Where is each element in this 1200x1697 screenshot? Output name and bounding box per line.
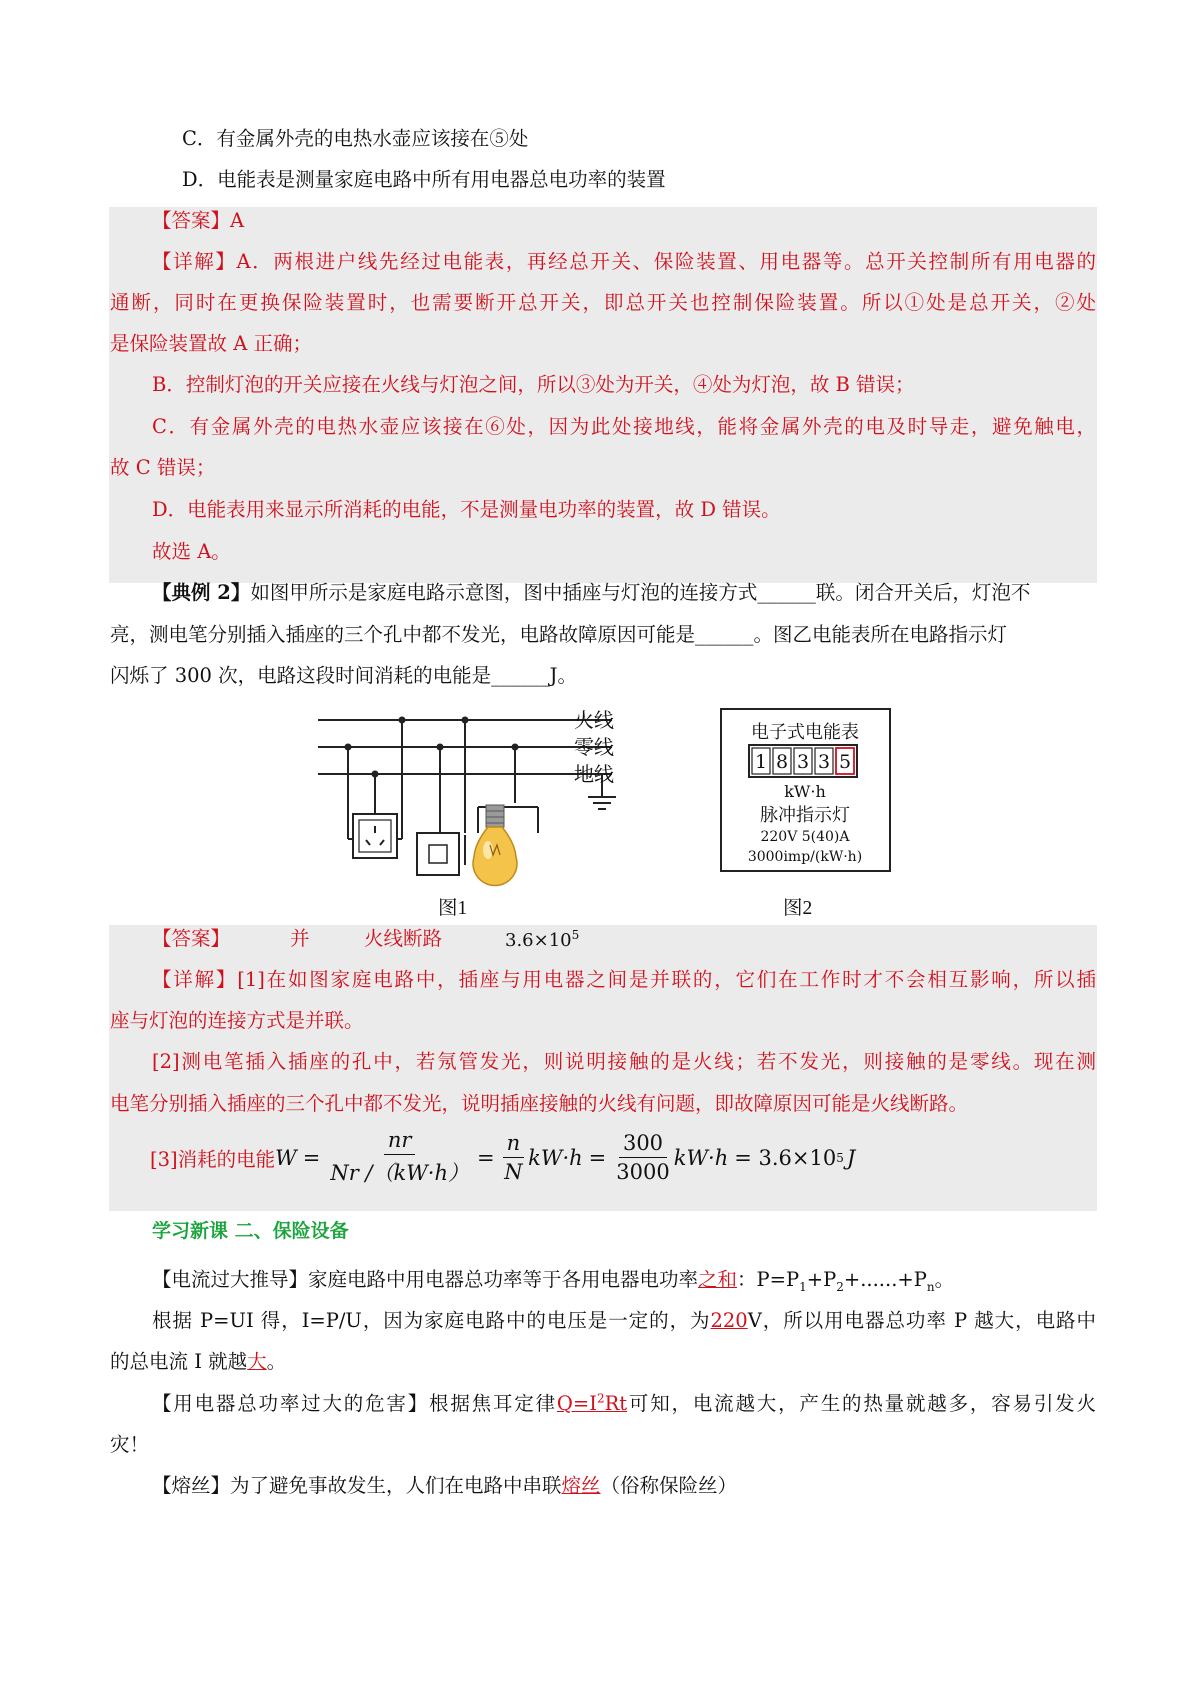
meter-digit: 5 bbox=[838, 751, 852, 773]
meter-pulse-label: 脉冲指示灯 bbox=[760, 805, 850, 826]
detail-line: 电笔分别插入插座的三个孔中都不发光，说明插座接触的火线有问题，即故障原因可能是火线断路。 bbox=[110, 1092, 969, 1115]
socket-icon bbox=[353, 814, 397, 858]
answer-blank: ______ bbox=[491, 664, 550, 687]
section-paragraph: 【电流过大推导】家庭电路中用电器总功率等于各用电器电功率之和：$P=P_1+P_2+......+P_n$。 bbox=[152, 1268, 955, 1294]
detail-line: 座与灯泡的连接方式是并联。 bbox=[110, 1009, 364, 1032]
option-d: D．电能表是测量家庭电路中所有用电器总电功率的装置 bbox=[182, 168, 666, 191]
detail-line: C．有金属外壳的电热水壶应该接在⑥处，因为此处接地线，能将金属外壳的电及时导走，避免触电， bbox=[152, 415, 1096, 438]
figure2-caption: 图2 bbox=[783, 898, 813, 919]
detail-line: 【详解】A．两根进户线先经过电能表，再经总开关、保险装置、用电器等。总开关控制所有用电器的 bbox=[152, 250, 1096, 273]
answer-blank: ______ bbox=[757, 581, 816, 604]
meter-digits bbox=[749, 745, 857, 777]
figure1-caption: 图1 bbox=[438, 898, 468, 919]
answer2-label: 【答案】 bbox=[152, 927, 231, 950]
meter-unit: kW·h bbox=[784, 782, 826, 801]
section-heading: 学习新课 二、保险设备 bbox=[152, 1220, 349, 1242]
switch-icon bbox=[417, 833, 459, 875]
option-c: C．有金属外壳的电热水壶应该接在⑤处 bbox=[182, 127, 529, 150]
wire-label-fire: 火线 bbox=[574, 708, 614, 732]
detail-line: 通断，同时在更换保险装置时，也需要断开总开关，即总开关也控制保险装置。所以①处是总开关，②处 bbox=[110, 291, 1096, 314]
section-paragraph: 根据 P=UI 得，I=P/U，因为家庭电路中的电压是一定的，为220V，所以用电器总功率 P 越大，电路中 bbox=[152, 1309, 1096, 1332]
example2-line: 【典例 2】如图甲所示是家庭电路示意图，图中插座与灯泡的连接方式______联。闭合开关后，灯泡不 bbox=[152, 581, 1031, 604]
section-paragraph: 的总电流 I 就越大。 bbox=[110, 1350, 287, 1373]
meter-rating: 220V 5(40)A bbox=[760, 829, 850, 845]
answer-blank: ______ bbox=[695, 623, 754, 646]
answer2-value-3: $3.6\times 10^5$ bbox=[505, 928, 580, 951]
fraction: $\frac{300}{3000}$ bbox=[616, 1131, 670, 1184]
detail-line: 故 C 错误； bbox=[110, 456, 216, 479]
meter-digit: 8 bbox=[775, 751, 789, 773]
answer2-value-1: 并 bbox=[290, 927, 310, 950]
meter-title: 电子式电能表 bbox=[751, 722, 859, 743]
answer-label: 【答案】A bbox=[152, 209, 245, 232]
household-circuit-figure bbox=[310, 705, 680, 925]
meter-digit: 3 bbox=[796, 751, 810, 773]
fraction: $\frac{nr}{Nr /(kW\cdot h)}$ bbox=[330, 1128, 470, 1185]
section-paragraph: 灾！ bbox=[110, 1433, 150, 1456]
fraction: $\frac{n}{N}$ bbox=[504, 1131, 523, 1184]
section-paragraph: 【熔丝】为了避免事故发生，人们在电路中串联熔丝（俗称保险丝） bbox=[152, 1474, 738, 1497]
energy-meter-figure bbox=[720, 708, 892, 872]
meter-digit: 3 bbox=[817, 751, 831, 773]
detail-line: D．电能表用来显示所消耗的电能，不是测量电功率的装置，故 D 错误。 bbox=[152, 498, 781, 521]
meter-constant: 3000imp/(kW·h) bbox=[747, 849, 863, 865]
example2-line: 闪烁了 300 次，电路这段时间消耗的电能是______J。 bbox=[110, 664, 577, 687]
answer2-value-2: 火线断路 bbox=[364, 927, 443, 950]
energy-formula: [3]消耗的电能 W = $\frac{nr}{Nr /(kW\cdot h)}$ = $\frac{n}{N}$ kW·h = $\frac{300}{3000}$ kW·h = 3.6×10 5 J bbox=[150, 1128, 856, 1185]
detail-line: B．控制灯泡的开关应接在火线与灯泡之间，所以③处为开关，④处为灯泡，故 B 错误； bbox=[152, 373, 915, 396]
detail-line: 故选 A。 bbox=[152, 540, 231, 563]
light-bulb-icon bbox=[473, 805, 517, 886]
section-paragraph: 【用电器总功率过大的危害】根据焦耳定律$Q=I^2Rt$可知，电流越大，产生的热量就越多，容易引发火 bbox=[152, 1391, 1096, 1415]
example2-tag: 【典例 2】 bbox=[152, 581, 251, 604]
example2-line: 亮，测电笔分别插入插座的三个孔中都不发光，电路故障原因可能是______。图乙电能表所在电路指示灯 bbox=[110, 623, 1008, 646]
wire-label-ground: 地线 bbox=[574, 762, 614, 786]
wire-label-zero: 零线 bbox=[574, 735, 614, 759]
detail-line: 是保险装置故 A 正确； bbox=[110, 332, 312, 355]
meter-digit: 1 bbox=[754, 751, 768, 773]
detail-line: 【详解】[1]在如图家庭电路中，插座与用电器之间是并联的，它们在工作时才不会相互影响，所以插 bbox=[152, 968, 1096, 991]
detail-line: [2]测电笔插入插座的孔中，若氖管发光，则说明接触的是火线；若不发光，则接触的是零线。现在测 bbox=[152, 1050, 1096, 1073]
